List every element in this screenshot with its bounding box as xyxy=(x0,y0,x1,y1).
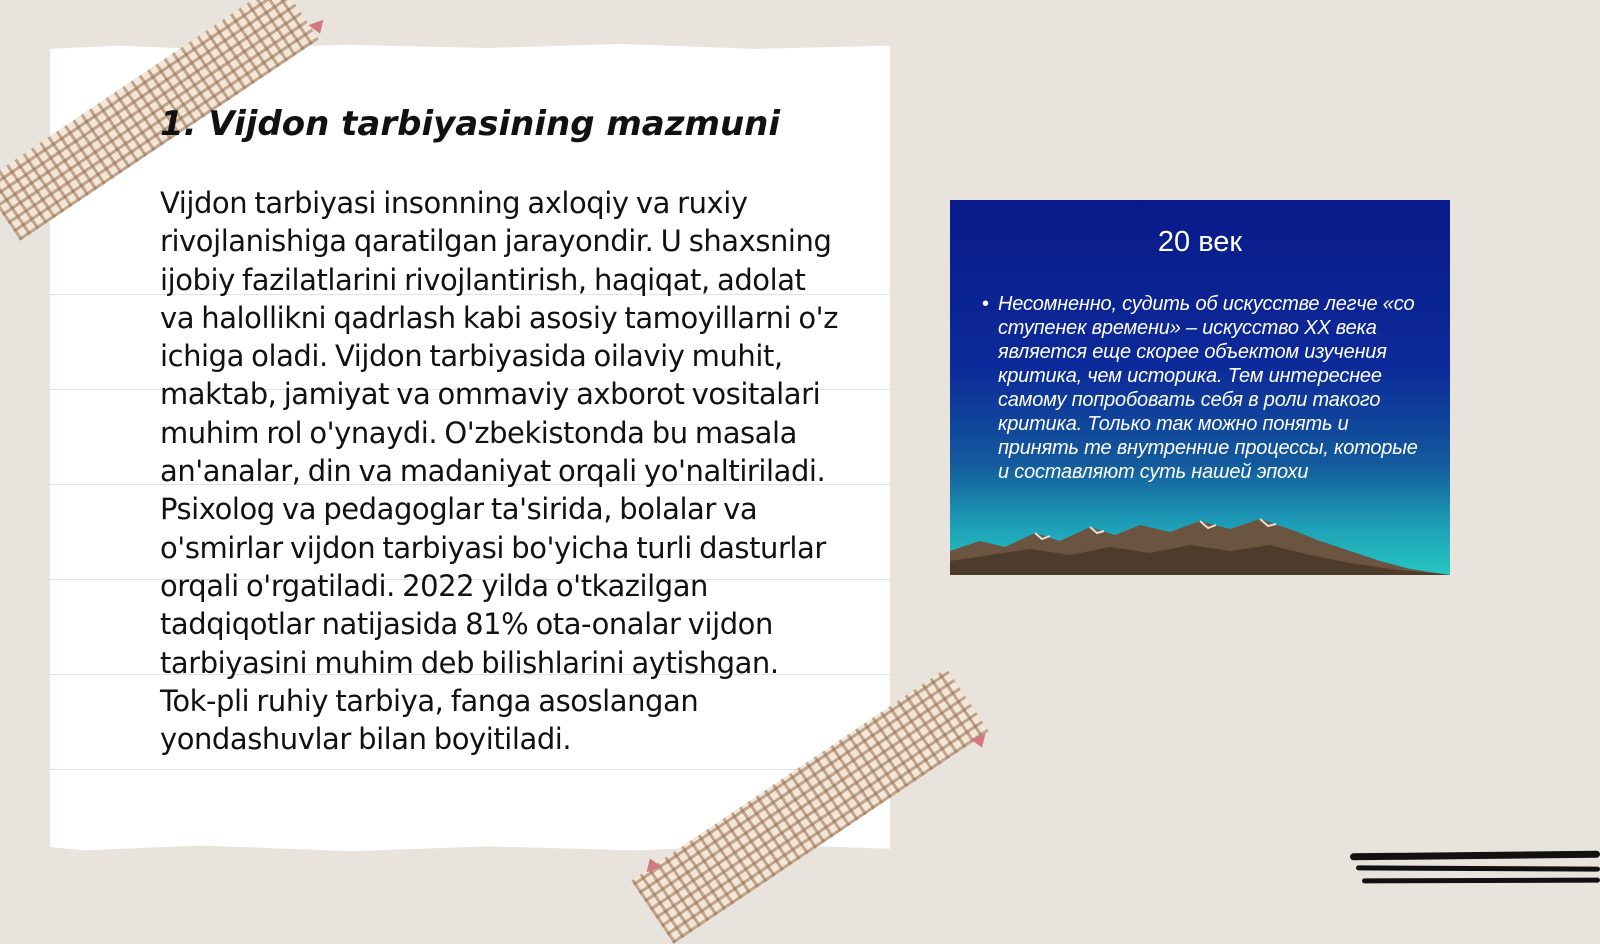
image-bullet-text: Несомненно, судить об искусстве легче «со ступенек времени» – искусство XX века является еще скорее объектом изучения критика, чем историка. Тем интереснее самому попробовать себя в роли такого критика. Только так можно понять и принять те внутренние процессы, которые и составляют суть нашей эпохи xyxy=(998,293,1418,483)
marker-stroke xyxy=(1356,865,1600,871)
image-title: 20 век xyxy=(1157,226,1243,258)
slide-title: 1. Vijdon tarbiyasining mazmuni xyxy=(160,104,781,144)
marker-stroke xyxy=(1362,878,1600,884)
mountain-range-icon xyxy=(950,505,1450,575)
tape-pin-icon xyxy=(308,20,327,37)
paper-rule-line xyxy=(50,769,890,770)
bullet-icon: • xyxy=(982,293,990,315)
slide-body-text: Vijdon tarbiyasi insonning axloqiy va ruxiy rivojlanishiga qaratilgan jarayondir. U shaxsning ijobiy fazilatlarini rivojlantirish, haqiqat, adolat va halollikni qadrlash kabi asosiy tamoyillarni o'z ichiga oladi. Vijdon tarbiyasida oilaviy muhit, maktab, jamiyat va ommaviy axborot vositalari muhim rol o'ynaydi. O'zbekistonda bu masala an'analar, din va madaniyat orqali yo'naltiriladi. Psixolog va pedagoglar ta'sirida, bolalar va o'smirlar vijdon tarbiyasi bo'yicha turli dasturlar orqali o'rgatiladi. 2022 yilda o'tkazilgan tadqiqotlar natijasida 81% ota-onalar vijdon tarbiyasini muhim deb bilishlarini aytishgan. Tok-pli ruhiy tarbiya, fanga asoslangan yondashuvlar bilan boyitiladi. xyxy=(160,186,838,757)
embedded-slide-image xyxy=(950,200,1450,575)
marker-stroke xyxy=(1350,851,1600,861)
